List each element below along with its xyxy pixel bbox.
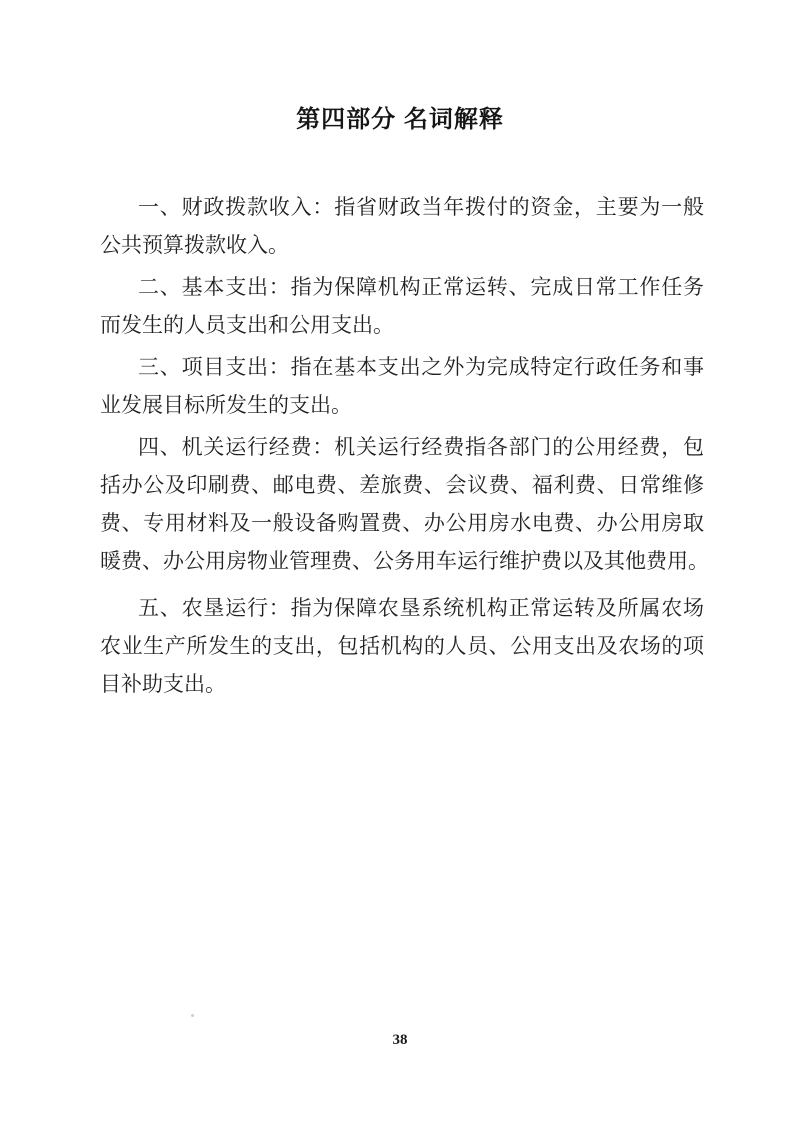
body-line: 五、农垦运行：指为保障农垦系统机构正常运转及所属农场 <box>138 596 704 620</box>
paragraph-project-expenditure <box>100 348 704 424</box>
page-number: 38 <box>392 1032 408 1048</box>
body-line: 暖费、办公用房物业管理费、公务用车运行维护费以及其他费用。 <box>100 549 709 573</box>
body-line: 费、专用材料及一般设备购置费、办公用房水电费、办公用房取 <box>100 511 704 535</box>
body-line: 一、财政拨款收入：指省财政当年拨付的资金，主要为一般 <box>138 195 704 219</box>
paragraph-nongken-operation <box>100 589 704 703</box>
body-line: 括办公及印刷费、邮电费、差旅费、会议费、福利费、日常维修 <box>100 473 704 497</box>
body-line: 三、项目支出：指在基本支出之外为完成特定行政任务和事 <box>138 355 704 379</box>
body-line: 公共预算拨款收入。 <box>100 233 289 257</box>
paragraph-fiscal-appropriation-income <box>100 188 704 264</box>
document-title: 第四部分 名词解释 <box>296 106 504 133</box>
body-line: 目补助支出。 <box>100 672 226 696</box>
paragraph-basic-expenditure <box>100 268 704 344</box>
body-line: 二、基本支出：指为保障机构正常运转、完成日常工作任务 <box>138 275 704 299</box>
body-line: 四、机关运行经费：机关运行经费指各部门的公用经费，包 <box>138 435 704 459</box>
paragraph-agency-operating-funds <box>100 428 709 580</box>
body-line: 业发展目标所发生的支出。 <box>100 393 352 417</box>
body-text <box>100 188 709 707</box>
body-line: 而发生的人员支出和公用支出。 <box>100 313 394 337</box>
body-line: 农业生产所发生的支出，包括机构的人员、公用支出及农场的项 <box>100 634 704 658</box>
scan-speck <box>191 1014 194 1017</box>
